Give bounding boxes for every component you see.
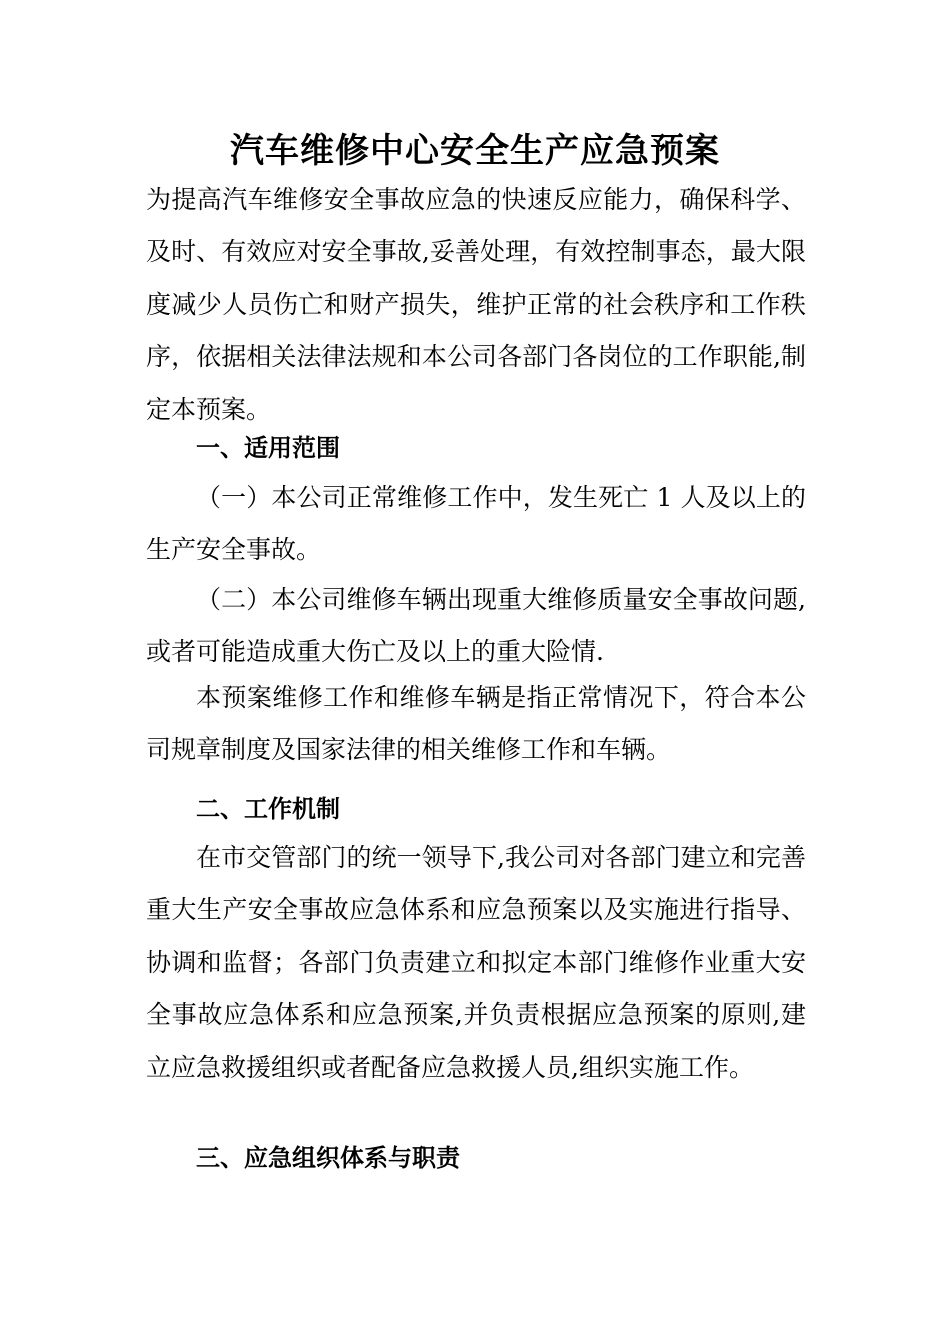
- mechanism-paragraph: 在市交管部门的统一领导下,我公司对各部门建立和完善重大生产安全事故应急体系和应急预案以及实施进行指导、协调和监督；各部门负责建立和拟定本部门维修作业重大安全事故应急体系和应急预案,并负责根据应急预案的原则,建立应急救援组织或者配备应急救援人员,组织实施工作。: [146, 843, 806, 1082]
- scope-item-1: （一）本公司正常维修工作中，发生死亡 1 人及以上的生产安全事故。: [146, 483, 806, 565]
- section-heading-scope: 一、适用范围: [196, 434, 340, 462]
- intro-paragraph: 为提高汽车维修安全事故应急的快速反应能力，确保科学、及时、有效应对安全事故,妥善处理，有效控制事态，最大限度减少人员伤亡和财产损失，维护正常的社会秩序和工作秩序，依据相关法律法规和本公司各部门各岗位的工作职能,制定本预案。: [146, 185, 806, 424]
- document-title: 汽车维修中心安全生产应急预案: [230, 131, 720, 171]
- section-heading-mechanism: 二、工作机制: [196, 795, 340, 823]
- scope-note: 本预案维修工作和维修车辆是指正常情况下，符合本公司规章制度及国家法律的相关维修工作和车辆。: [146, 683, 806, 765]
- scope-item-2: （二）本公司维修车辆出现重大维修质量安全事故问题,或者可能造成重大伤亡及以上的重大险情.: [146, 585, 806, 667]
- section-heading-organization: 三、应急组织体系与职责: [196, 1144, 460, 1172]
